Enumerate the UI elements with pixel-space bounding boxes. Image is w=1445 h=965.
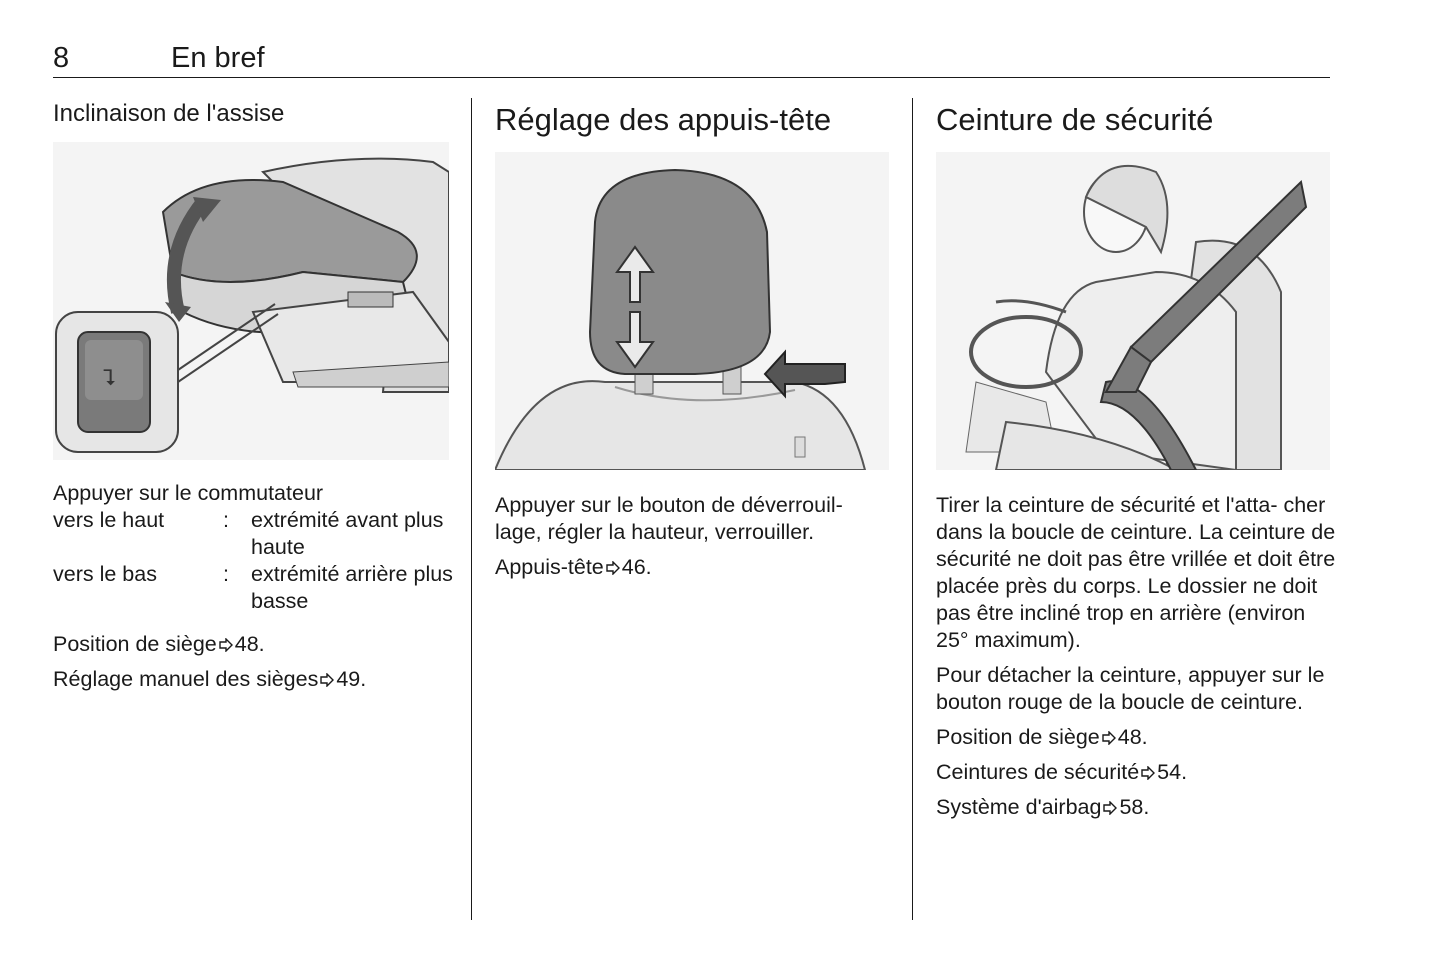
seat-belt-illustration	[936, 152, 1330, 470]
reference-text: Position de siège	[936, 725, 1100, 749]
reference-page: 46.	[621, 555, 652, 579]
direction-description: extrémité avant plus haute	[251, 508, 444, 559]
reference-page: 58.	[1119, 795, 1150, 819]
cross-reference[interactable]	[53, 666, 453, 693]
page-reference-arrow-icon	[1102, 731, 1116, 745]
svg-text:⮧: ⮧	[103, 366, 116, 391]
column-seat-tilt	[53, 96, 453, 693]
reference-text: Ceintures de sécurité	[936, 760, 1140, 784]
instruction-text: Appuyer sur le bouton de déverrouil- lage, régler la hauteur, verrouiller.	[495, 493, 843, 544]
seat-tilt-illustration	[53, 142, 449, 460]
direction-row	[53, 561, 453, 615]
reference-page: 49.	[336, 667, 367, 691]
cross-reference[interactable]	[936, 794, 1336, 821]
separator: :	[223, 562, 229, 586]
reference-text: Position de siège	[53, 632, 217, 656]
cross-reference[interactable]	[936, 759, 1336, 786]
page-header	[53, 40, 1330, 78]
direction-term: vers le haut	[53, 508, 165, 532]
page-reference-arrow-icon	[219, 638, 233, 652]
direction-term: vers le bas	[53, 562, 157, 586]
page-number: 8	[53, 42, 70, 74]
reference-page: 54.	[1157, 760, 1188, 784]
page-reference-arrow-icon	[1141, 766, 1155, 780]
page-reference-arrow-icon	[1103, 801, 1117, 815]
reference-page: 48.	[234, 632, 265, 656]
reference-text: Système d'airbag	[936, 795, 1102, 819]
separator: :	[223, 508, 229, 532]
cross-reference[interactable]	[495, 554, 895, 581]
page-reference-arrow-icon	[606, 561, 620, 575]
direction-row	[53, 507, 453, 561]
column-seat-belt	[936, 96, 1336, 821]
reference-page: 48.	[1117, 725, 1148, 749]
instruction-text: Appuyer sur le commutateur	[53, 481, 324, 505]
reference-text: Réglage manuel des sièges	[53, 667, 319, 691]
cross-reference[interactable]	[53, 631, 453, 658]
section-heading-seat-tilt: Inclinaison de l'assise	[53, 100, 285, 127]
page-title: En bref	[171, 42, 265, 74]
headrest-illustration	[495, 152, 889, 470]
section-heading-seat-belt: Ceinture de sécurité	[936, 102, 1214, 137]
instruction-text: Pour détacher la ceinture, appuyer sur le bouton rouge de la boucle de ceinture.	[936, 663, 1325, 714]
instruction-text: Tirer la ceinture de sécurité et l'atta- cher dans la boucle de ceinture. La ceinture de sécurité ne doit pas être vrillée et doit être placée près du corps. Le dossier ne doit pas être incliné trop en arrière (environ 25° maximum).	[936, 493, 1336, 652]
direction-description: extrémité arrière plus basse	[251, 562, 453, 613]
column-headrest	[495, 96, 895, 581]
reference-text: Appuis-tête	[495, 555, 604, 579]
cross-reference[interactable]	[936, 724, 1336, 751]
page-reference-arrow-icon	[320, 673, 334, 687]
column-divider	[471, 98, 472, 920]
section-heading-headrest: Réglage des appuis-tête	[495, 102, 832, 137]
column-divider	[912, 98, 913, 920]
